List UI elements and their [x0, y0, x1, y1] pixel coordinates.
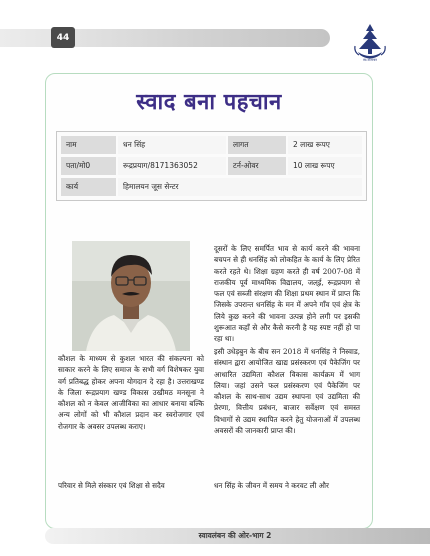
turnover-value: 10 लाख रूपए: [288, 157, 362, 175]
name-label: नाम: [61, 136, 116, 154]
portrait-photo: [72, 241, 190, 351]
address-value: रूद्रप्रयाग/8171363052: [118, 157, 226, 175]
info-row-work: [57, 178, 366, 196]
work-value: हिमालयन जूस सेन्टर: [118, 178, 362, 196]
right-paragraph-2: इसी उधेड़बुन के बीच सन 2018 में धनसिंह ने निस्वाड, संस्थान द्वारा आयोजित खाद्य प्रसंस्करण एवं पैकेजिंग पर आधारित उद्यमिता कौशल विकास कार्यक्रम में भाग लिया। जहां उसने फल प्रसंस्करण एवं पैकेजिंग पर कौशल के साथ-साथ उद्यम स्थापना एवं उद्यमिता की प्रेरणा, वित्तीय प्रबंधन, बाजार सर्वेक्षण एवं समस्त विभागों से उद्यम स्थापित करने हेतु योजनाओं में उपलब्ध अवसरों की जानकारी प्राप्त की।: [214, 347, 360, 436]
info-row-name: [57, 136, 366, 154]
left-paragraph-2: परिवार से मिले संस्कार एवं शिक्षा से सदैव: [58, 481, 165, 490]
left-paragraph-1: कौशल के माध्यम से कुशल भारत की संकल्पना को साकार करने के लिए समाज के सभी वर्ग विशेषकर युवा वर्ग प्रतिबद्ध होकर अपना योगदान दे रहा है। उत्तराखण्ड के जिला रूद्रप्रयाग खण्ड विकास उखीमठ मनसूना ने कौशल को न केवल आजीविका का आधार बनाया बल्कि अन्य लोगों को भी कौशल प्रदान कर स्वरोजगार एवं रोजगार के अवसर उपलब्ध कराए।: [58, 354, 204, 431]
logo-caption: स्व-रोजगार: [363, 58, 377, 62]
header-bar: [0, 29, 330, 47]
page-number: 44: [51, 27, 75, 48]
info-row-address: [57, 157, 366, 175]
cost-label: लागत: [228, 136, 286, 154]
turnover-label: टर्न-ओवर: [228, 157, 286, 175]
info-table: [56, 131, 367, 201]
right-paragraph-3: धन सिंह के जीवन में समय ने करवट ली और: [214, 481, 329, 490]
cost-value: 2 लाख रूपए: [288, 136, 362, 154]
footer-title: स्वावलंबन की ओर-भाग 2: [198, 531, 272, 540]
page-title: स्वाद बना पहचान: [136, 89, 282, 115]
name-value: धन सिंह: [118, 136, 226, 154]
right-paragraph-1: दूसरों के लिए समर्पित भाव से कार्य करने की भावना बचपन से ही धनसिंह को लोकहित के कार्य के लिए प्रेरित करते रहते थे। शिक्षा ग्रहण करते ही वर्ष 2007-08 में राजकीय पूर्व माध्यमिक विद्यालय, जल्ई, रूद्रप्रयाग से फल एवं सब्जी संरक्षण की शिक्षा प्रथम स्थान में प्राप्त कि जिसके उपरान्त धनसिंह के मन में अपने गाँव एवं क्षेत्र के लिये कुछ करने की भावना उत्पन्न होने लगी पर इसकी शुरूआत कहाँ से और कैसे करनी है यह स्पष्ट नहीं हो पा रहा था।: [214, 244, 360, 344]
address-label: पता/मो0: [61, 157, 116, 175]
work-label: कार्य: [61, 178, 116, 196]
